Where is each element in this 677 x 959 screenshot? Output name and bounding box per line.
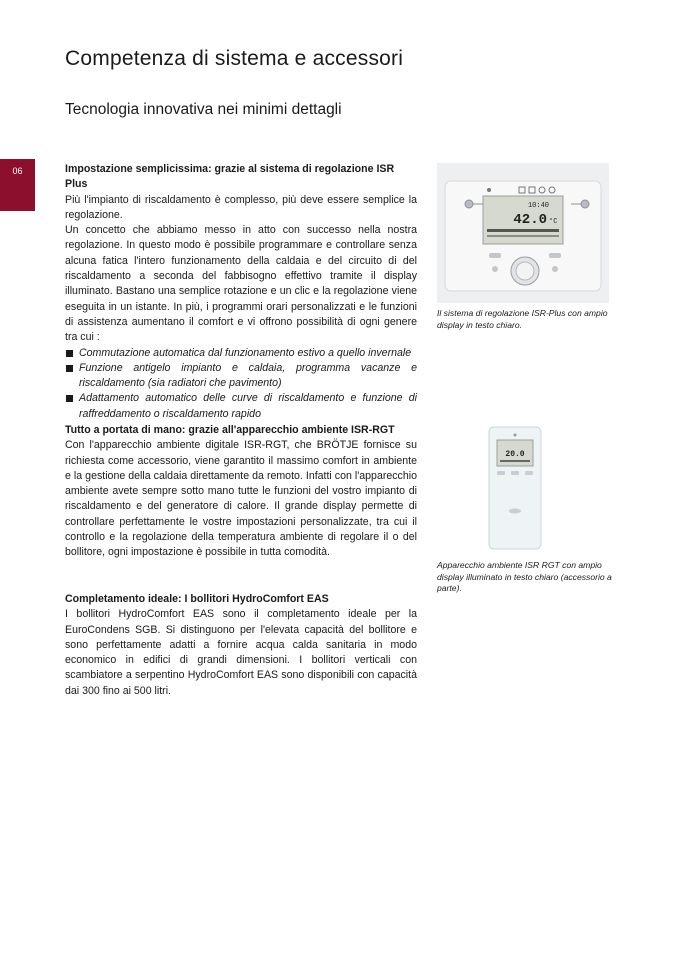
section-heading: Completamento ideale: I bollitori HydroComfort EAS [65,593,329,605]
feature-list-item: Funzione antigelo impianto e caldaia, programma vacanze e riscaldamento (sia radiatori che pavimento) [65,361,417,392]
section-hydrocomfort [65,592,417,699]
page-number-tab: 06 [0,159,35,211]
page-title: Competenza di sistema e accessori [65,47,404,70]
feature-list-item: Adattamento automatico delle curve di riscaldamento e funzione di raffreddamento o riscaldamento rapido [65,391,417,422]
section-paragraph: I bollitori HydroComfort EAS sono il completamento ideale per la EuroCondens SGB. Si distinguono per l'elevata capacità del bollitore e sono perfettamente adatti a fornire acqua calda sanitaria in modo economico in edifici di grandi dimensioni. I bollitori verticali con scambiatore a serpentino HydroComfort EAS sono disponibili con capacità dai 300 fino ai 500 litri. [65,608,417,697]
isr-rgt-room-unit-image [487,425,543,551]
isr-plus-controller-drawing [437,163,609,303]
feature-list [65,346,417,422]
page-subtitle: Tecnologia innovativa nei minimi dettagli [65,101,342,118]
section-isr-rgt [65,423,417,561]
section-heading: Impostazione semplicissima: grazie al sistema di regolazione ISR Plus [65,163,395,191]
section-paragraph: Con l'apparecchio ambiente digitale ISR-RGT, che BRÖTJE fornisce su richiesta come accessorio, viene garantito il massimo comfort in ambiente e la gestione della caldaia direttamente da remoto. Infatti con l'apparecchio ambiente avete sempre sotto mano tutte le funzioni del vostro impianto di riscaldamento e del generatore di calore. Il grande display permette di controllare perfettamente le vostre impostazioni personalizzate, tra cui il controllo e la regolazione della temperatura ambiente di regolare il o del bollitore, ogni impostazione è possibile in tutta comodità. [65,439,417,559]
figure-caption: Il sistema di regolazione ISR-Plus con ampio display in testo chiaro. [437,308,608,330]
isr-rgt-room-unit-drawing [487,425,543,551]
display-temperature: 20.0 [505,450,525,459]
section-paragraph: Più l'impianto di riscaldamento è complesso, più deve essere semplice la regolazione. [65,193,417,221]
display-temperature: 42.0 [513,212,547,228]
display-time: 10:40 [527,202,549,210]
isr-plus-controller-image [437,163,609,303]
section-paragraph: Un concetto che abbiamo messo in atto con successo nella nostra regolazione. In questo modo è possibile programmare e controllare senza alcuna fatica l'intero funzionamento della caldaia e del circuito di del riscaldamento a seconda del fabbisogno effettivo tramite il display illuminato. Bastano una semplice rotazione e un clic e la regolazione viene eseguita in un istante. In più, i programmi orari personalizzati e le funzioni di assistenza aumentano il comfort e vi offrono possibilità di ogni genere tra cui : [65,224,417,344]
bullet-square-icon [66,395,73,402]
section-heading: Tutto a portata di mano: grazie all'apparecchio ambiente ISR-RGT [65,424,395,436]
feature-list-item: Commutazione automatica dal funzionamento estivo a quello invernale [65,346,417,361]
section-isr-plus [65,162,417,422]
bullet-square-icon [66,365,73,372]
display-unit: °C [549,218,558,226]
figure-caption: Apparecchio ambiente ISR RGT con ampio display illuminato in testo chiaro (accessorio a parte). [437,560,612,593]
bullet-square-icon [66,350,73,357]
